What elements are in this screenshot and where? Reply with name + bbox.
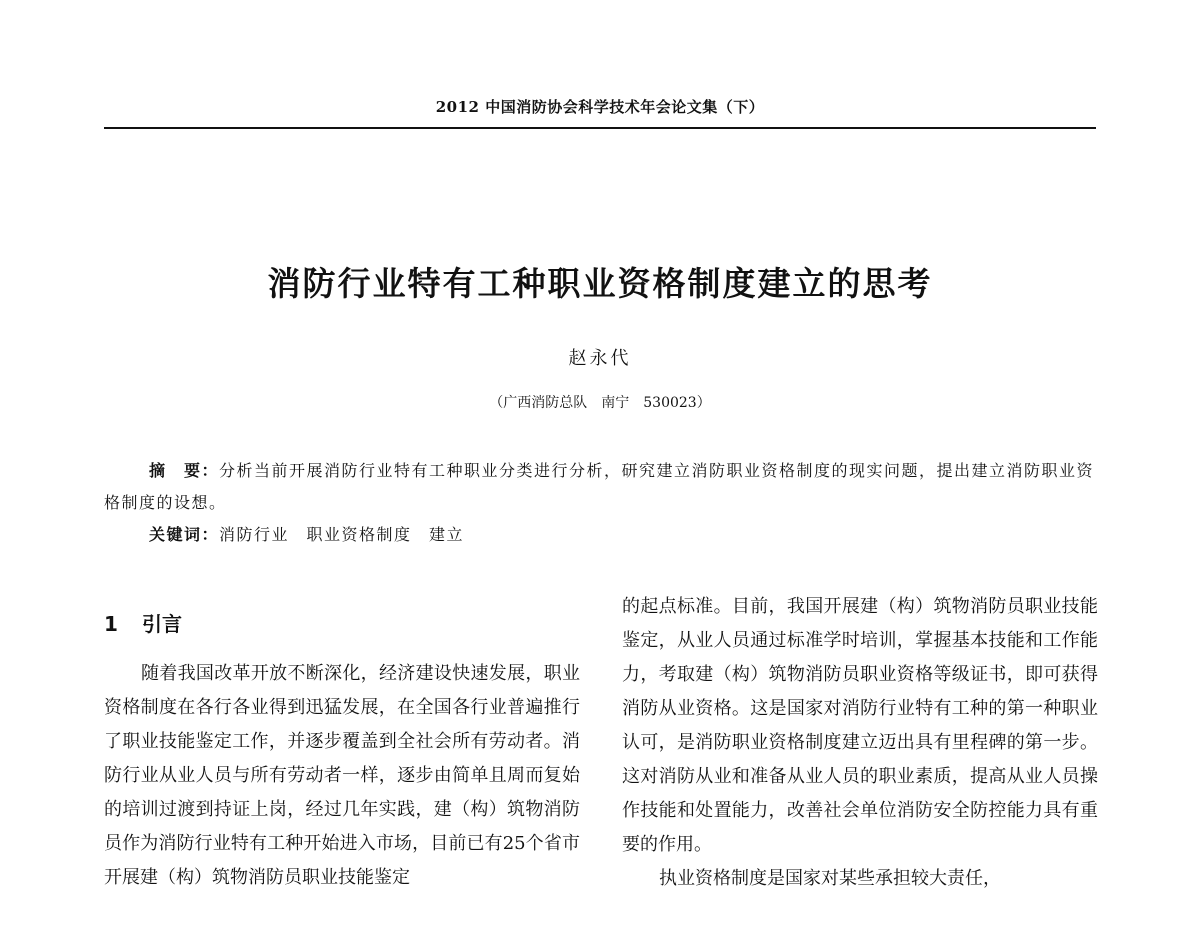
paper-title: 消防行业特有工种职业资格制度建立的思考 xyxy=(267,264,933,303)
right-column xyxy=(622,590,1098,896)
abstract-text: 分析当前开展消防行业特有工种职业分类进行分析，研究建立消防职业资格制度的现实问题，提出建立消防职业资格制度的设想。 xyxy=(104,461,1095,512)
left-column xyxy=(104,605,580,895)
section-title: 引言 xyxy=(142,612,182,636)
next-paragraph: 执业资格制度是国家对某些承担较大责任， xyxy=(659,868,1001,889)
abstract-label: 摘 要： xyxy=(149,461,220,480)
author-affiliation: （广西消防总队 南宁 530023） xyxy=(489,395,711,411)
abstract-paragraph xyxy=(104,455,1096,519)
intro-paragraph: 随着我国改革开放不断深化，经济建设快速发展，职业资格制度在各行各业得到迅猛发展，在全国各行业普遍推行了职业技能鉴定工作，并逐步覆盖到全社会所有劳动者。消防行业从业人员与所有劳动者一样，逐步由简单且周而复始的培训过渡到持证上岗，经过几年实践，建（构）筑物消防员作为消防行业特有工种开始进入市场，目前已有25个省市开展建（构）筑物消防员职业技能鉴定 xyxy=(104,663,580,888)
author-name: 赵永代 xyxy=(568,348,632,369)
keywords-label: 关键词： xyxy=(149,525,220,544)
header-rule xyxy=(104,127,1096,129)
continued-paragraph: 的起点标准。目前，我国开展建（构）筑物消防员职业技能鉴定，从业人员通过标准学时培训，掌握基本技能和工作能力，考取建（构）筑物消防员职业资格等级证书，即可获得消防从业资格。这是国家对消防行业特有工种的第一种职业认可，是消防职业资格制度建立迈出具有里程碑的第一步。这对消防从业和准备从业人员的职业素质，提高从业人员操作技能和处置能力，改善社会单位消防安全防控能力具有重要的作用。 xyxy=(622,596,1098,855)
section-number: 1 xyxy=(104,612,118,636)
keywords-text: 消防行业 职业资格制度 建立 xyxy=(219,525,465,544)
section-heading xyxy=(104,605,580,643)
abstract-block xyxy=(104,455,1096,551)
running-head: 2012 中国消防协会科学技术年会论文集（下） xyxy=(435,98,765,116)
keywords-line xyxy=(104,519,1096,551)
